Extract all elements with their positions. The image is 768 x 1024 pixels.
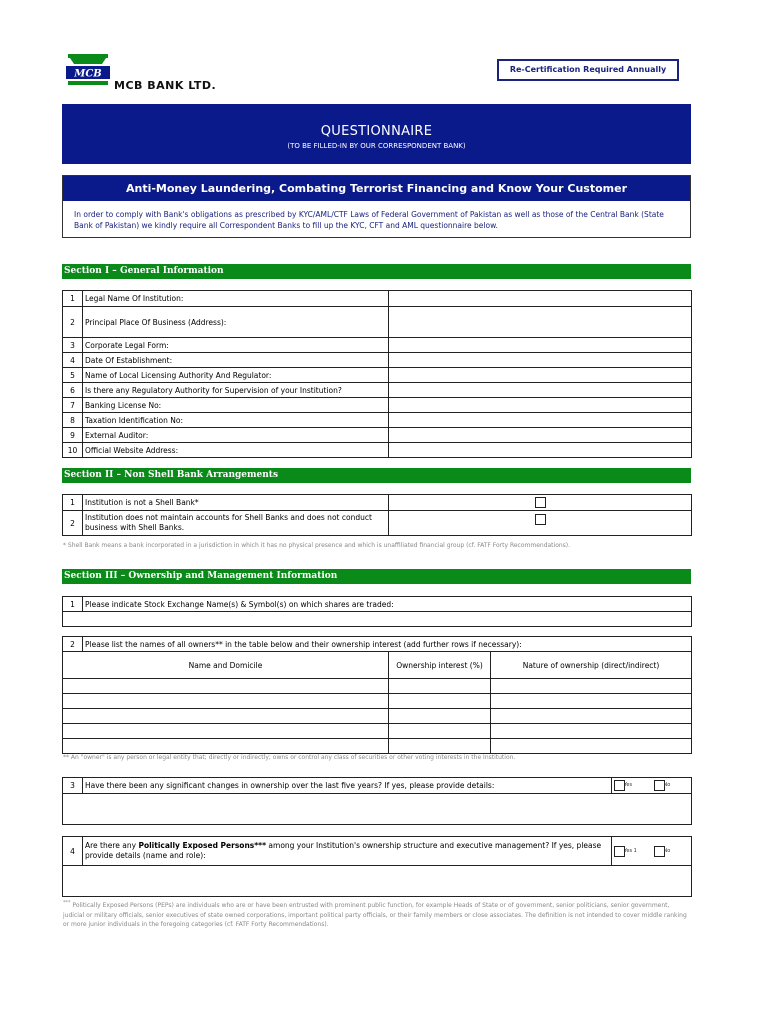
answer-field[interactable] <box>389 383 692 398</box>
questionnaire-banner <box>62 104 691 164</box>
table-row: 2 Institution does not maintain accounts for Shell Banks and does not conduct business with Shell Banks. <box>63 511 692 536</box>
general-info-table <box>62 290 692 458</box>
q4-no-label: No <box>663 848 671 854</box>
shell-accounts-checkbox[interactable] <box>535 514 546 525</box>
answer-field[interactable] <box>389 291 692 307</box>
table-row: 1 Legal Name Of Institution: <box>63 291 692 307</box>
table-header-row <box>63 652 692 679</box>
answer-field[interactable] <box>389 338 692 353</box>
stock-exchange-table <box>62 596 692 627</box>
svg-text:MCB: MCB <box>74 68 102 80</box>
q3-no-label: No <box>663 782 671 788</box>
table-row: 8 Taxation Identification No: <box>63 413 692 428</box>
table-row: 3 Corporate Legal Form: <box>63 338 692 353</box>
bank-name: MCB BANK LTD. <box>114 79 217 92</box>
table-row: 1 Please indicate Stock Exchange Name(s) & Symbol(s) on which shares are traded: <box>63 597 692 612</box>
table-row: 2 Please list the names of all owners** in the table below and their ownership interest (add further rows if necessary): <box>63 637 692 652</box>
table-row <box>63 739 692 754</box>
column-header: Name and Domicile <box>63 652 389 679</box>
pep-details-field[interactable] <box>63 866 692 897</box>
table-row: 1 Institution is not a Shell Bank* <box>63 495 692 511</box>
table-row: 7 Banking License No: <box>63 398 692 413</box>
section-2-title: Section II – Non Shell Bank Arrangements <box>62 468 691 483</box>
answer-field[interactable] <box>389 428 692 443</box>
answer-field[interactable] <box>389 413 692 428</box>
table-row <box>63 724 692 739</box>
table-row <box>63 866 692 897</box>
table-row <box>63 679 692 694</box>
mcb-logo-icon <box>64 52 112 88</box>
pep-footnote: *** Politically Exposed Persons (PEPs) are individuals who are or have been entrusted with prominent public function, for example Heads of State or of government, senior politicians, senior government, judicial or military officials, senior executives of state owned corporations, important political party officials, or their family members or close associates. The definition is not intended to cover middle ranking or more junior individuals in the foregoing categories (cf. FATF Forty Recommendations). <box>63 900 687 928</box>
answer-field[interactable] <box>389 353 692 368</box>
table-row: 5 Name of Local Licensing Authority And Regulator: <box>63 368 692 383</box>
owners-footnote: ** An "owner" is any person or legal entity that; directly or indirectly; owns or control any class of securities or other voting interests in the Institution. <box>63 754 516 761</box>
answer-field[interactable] <box>389 368 692 383</box>
owners-table <box>62 636 692 754</box>
aml-intro-text: In order to comply with Bank's obligations as prescribed by KYC/AML/CTF Laws of Federal Government of Pakistan as well as those of the Central Bank (State Bank of Pakistan) we kindly require all Correspondent Banks to fill up the KYC, CFT and AML questionnaire below. <box>74 210 664 230</box>
table-row: 2 Principal Place Of Business (Address): <box>63 307 692 338</box>
answer-field[interactable] <box>389 307 692 338</box>
page-subtitle: (TO BE FILLED-IN BY OUR CORRESPONDENT BANK) <box>287 142 466 150</box>
column-header: Ownership interest (%) <box>389 652 491 679</box>
column-header: Nature of ownership (direct/indirect) <box>491 652 692 679</box>
ownership-changes-field[interactable] <box>63 794 692 825</box>
stock-exchange-field[interactable] <box>63 612 692 627</box>
q4-yes-label: Yes 1 <box>624 848 637 854</box>
pep-table <box>62 836 692 897</box>
q3-yes-label: Yes <box>624 782 633 788</box>
table-row: 9 External Auditor: <box>63 428 692 443</box>
table-row: 6 Is there any Regulatory Authority for Supervision of your Institution? <box>63 383 692 398</box>
aml-heading: Anti-Money Laundering, Combating Terrorist Financing and Know Your Customer <box>63 176 690 201</box>
shell-bank-checkbox[interactable] <box>535 497 546 508</box>
page-title: QUESTIONNAIRE <box>320 124 433 139</box>
answer-field[interactable] <box>389 398 692 413</box>
recertification-badge: Re-Certification Required Annually <box>497 59 679 81</box>
aml-intro-box <box>62 175 691 238</box>
shell-bank-footnote: * Shell Bank means a bank incorporated in a jurisdiction in which it has no physical presence and which is unaffiliated financial group (cf. FATF Forty Recommendations). <box>63 542 571 549</box>
ownership-changes-table <box>62 777 692 825</box>
table-row: 4 Are there any Politically Exposed Persons*** among your Institution's ownership structure and executive management? If yes, please provide details (name and role): Yes 1 No <box>63 837 692 866</box>
table-row: 4 Date Of Establishment: <box>63 353 692 368</box>
table-row <box>63 709 692 724</box>
table-row <box>63 794 692 825</box>
answer-field[interactable] <box>389 443 692 458</box>
table-row: 3 Have there been any significant changes in ownership over the last five years? If yes, please provide details: Yes No <box>63 778 692 794</box>
table-row <box>63 694 692 709</box>
section-3-title: Section III – Ownership and Management Information <box>62 569 691 584</box>
pep-question: Are there any Politically Exposed Persons*** among your Institution's ownership structure and executive management? If yes, please provide details (name and role): <box>83 837 612 866</box>
section-1-title: Section I – General Information <box>62 264 691 279</box>
table-row <box>63 612 692 627</box>
shell-bank-table <box>62 494 692 536</box>
table-row: 10 Official Website Address: <box>63 443 692 458</box>
